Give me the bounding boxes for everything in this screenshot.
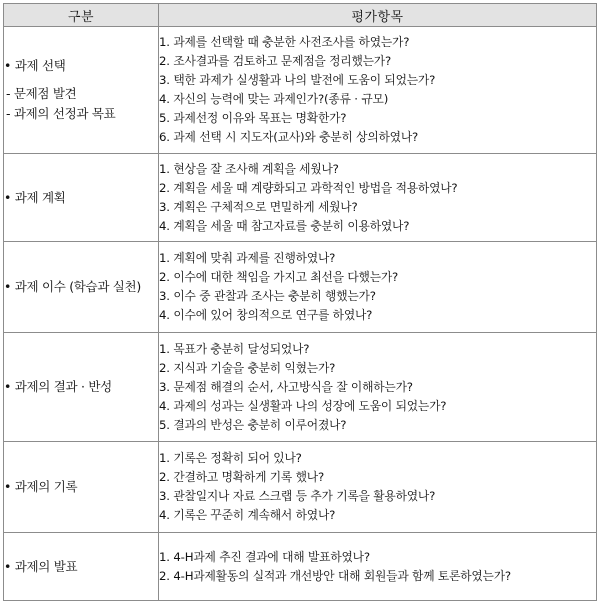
- evaluation-item: 3. 이수 중 관찰과 조사는 충분히 행했는가?: [159, 289, 376, 303]
- table-row: [4, 333, 597, 442]
- evaluation-item: 1. 과제를 선택할 때 충분한 사전조사를 하였는가?: [159, 35, 410, 49]
- items-cell: [159, 442, 597, 533]
- evaluation-item: 1. 계획에 맞춰 과제를 진행하였나?: [159, 251, 336, 265]
- evaluation-item: 4. 계획을 세울 때 참고자료를 충분히 이용하였나?: [159, 218, 410, 233]
- evaluation-item: 3. 계획은 구체적으로 면밀하게 세웠나?: [159, 199, 358, 214]
- table-row: [4, 533, 597, 601]
- evaluation-item: 4. 기록은 꾸준히 계속해서 하였나?: [159, 508, 336, 522]
- category-subitem: - 과제의 선정과 목표: [6, 106, 116, 121]
- evaluation-item: 4. 이수에 있어 창의적으로 연구를 하였나?: [159, 308, 373, 322]
- category-cell: [4, 242, 159, 333]
- evaluation-item: 6. 과제 선택 시 지도자(교사)와 충분히 상의하였나?: [159, 130, 419, 144]
- table-row: [4, 242, 597, 333]
- evaluation-item: 5. 과제선정 이유와 목표는 명확한가?: [159, 111, 347, 125]
- evaluation-item: 2. 간결하고 명확하게 기록 했나?: [159, 470, 325, 484]
- header-category: 구분: [4, 4, 159, 27]
- evaluation-item: 1. 목표가 충분히 달성되었나?: [159, 341, 310, 356]
- evaluation-item: 4. 자신의 능력에 맞는 과제인가?(종류 · 규모): [159, 92, 389, 106]
- category-label: • 과제 선택: [4, 58, 66, 73]
- table-header: [4, 4, 597, 27]
- category-cell: [4, 333, 159, 442]
- evaluation-item: 3. 문제점 해결의 순서, 사고방식을 잘 이해하는가?: [159, 379, 413, 394]
- evaluation-item: 2. 4-H과제활동의 실적과 개선방안 대해 회원들과 함께 토론하였는가?: [159, 568, 511, 583]
- category-cell: [4, 154, 159, 242]
- header-row: [4, 4, 597, 27]
- table-row: [4, 27, 597, 154]
- category-cell: [4, 27, 159, 154]
- evaluation-item: 4. 과제의 성과는 실생활과 나의 성장에 도움이 되었는가?: [159, 398, 447, 413]
- category-label: • 과제 이수 (학습과 실천): [4, 279, 141, 294]
- items-cell: [159, 333, 597, 442]
- category-label: • 과제의 결과 · 반성: [4, 379, 112, 394]
- evaluation-item: 2. 조사결과를 검토하고 문제점을 정리했는가?: [159, 54, 392, 68]
- category-cell: [4, 442, 159, 533]
- evaluation-table: [3, 3, 597, 601]
- table-body: [4, 27, 597, 601]
- category-label: • 과제의 발표: [4, 558, 78, 574]
- items-cell: [159, 533, 597, 601]
- evaluation-item: 1. 4-H과제 추진 결과에 대해 발표하였나?: [159, 549, 370, 564]
- evaluation-item: 2. 이수에 대한 책임을 가지고 최선을 다했는가?: [159, 270, 399, 284]
- table-row: [4, 442, 597, 533]
- items-cell: [159, 154, 597, 242]
- header-items: 평가항목: [159, 4, 597, 27]
- evaluation-item: 3. 택한 과제가 실생활과 나의 발전에 도움이 되었는가?: [159, 73, 436, 87]
- table-row: [4, 154, 597, 242]
- category-subitem: - 문제점 발견: [6, 86, 77, 101]
- evaluation-item: 2. 지식과 기술을 충분히 익혔는가?: [159, 360, 336, 375]
- evaluation-item: 3. 관찰일지나 자료 스크랩 등 추가 기록을 활용하였나?: [159, 489, 436, 503]
- category-label: • 과제 계획: [4, 189, 66, 205]
- evaluation-item: 2. 계획을 세울 때 계량화되고 과학적인 방법을 적용하였나?: [159, 180, 458, 195]
- category-cell: [4, 533, 159, 601]
- items-cell: [159, 242, 597, 333]
- evaluation-item: 5. 결과의 반성은 충분히 이루어졌나?: [159, 417, 347, 432]
- items-cell: [159, 27, 597, 154]
- evaluation-item: 1. 기록은 정확히 되어 있나?: [159, 451, 302, 465]
- evaluation-item: 1. 현상을 잘 조사해 계획을 세웠나?: [159, 161, 339, 176]
- category-label: • 과제의 기록: [4, 479, 78, 494]
